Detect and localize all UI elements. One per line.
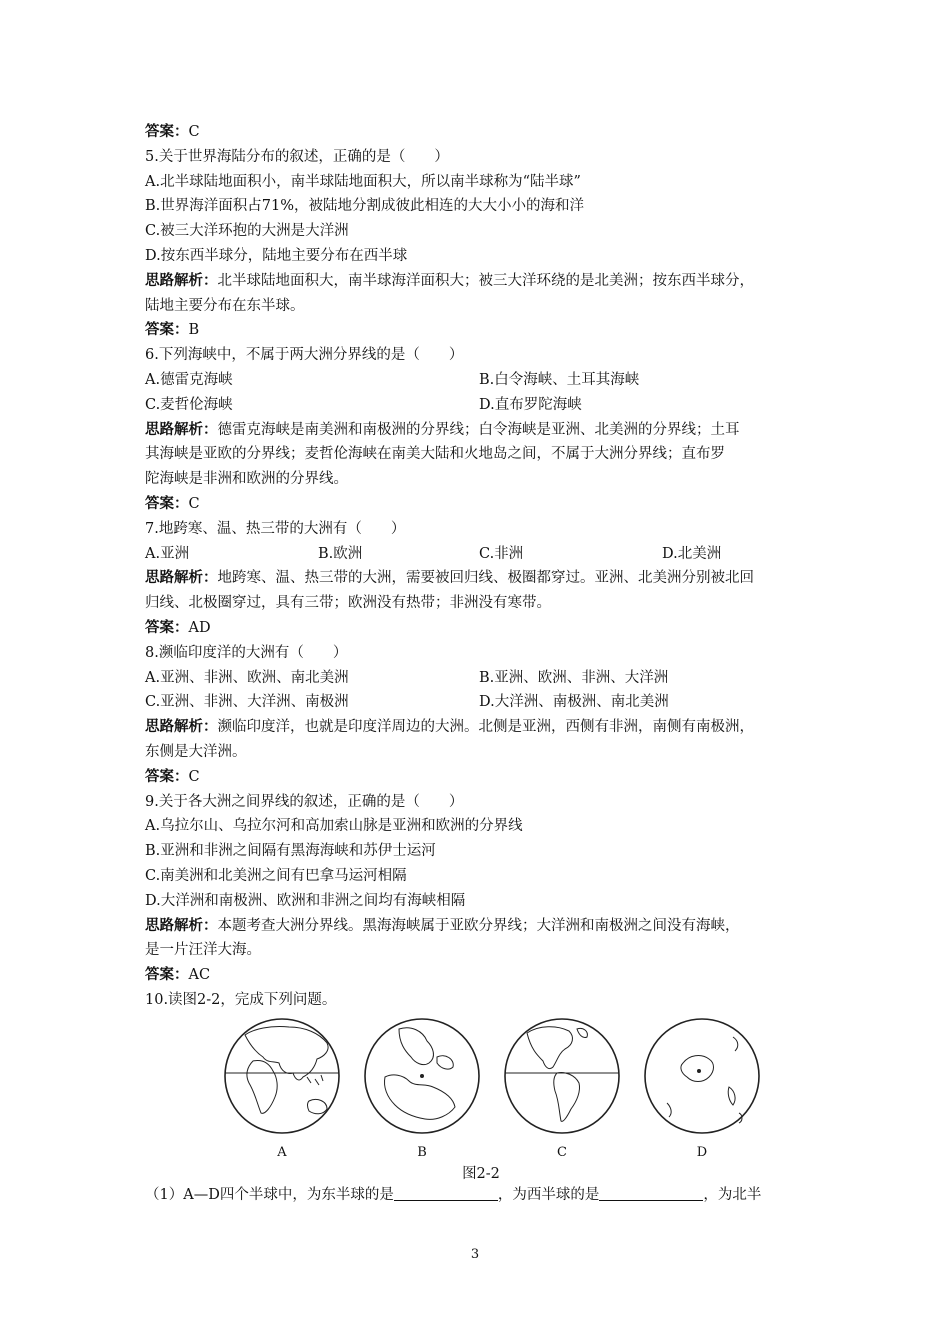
globe-b-drawing xyxy=(363,1017,481,1135)
q6-answer: 答案：C xyxy=(145,494,200,512)
hemisphere-figure xyxy=(212,1017,817,1160)
q6-option-c: C.麦哲伦海峡 xyxy=(145,396,233,413)
q5-option-c: C.被三大洋环抱的大洲是大洋洲 xyxy=(145,223,349,240)
question-10-stem: 10.读图2-2，完成下列问题。 xyxy=(145,991,337,1008)
q6-analysis-cont-1: 其海峡是亚欧的分界线；麦哲伦海峡在南美大陆和火地岛之间，不属于大洲分界线；直布罗 xyxy=(145,446,725,463)
q8-option-c: C.亚洲、非洲、大洋洲、南极洲 xyxy=(145,694,349,711)
q9-option-c: C.南美洲和北美洲之间有巴拿马运河相隔 xyxy=(145,867,407,884)
question-9-stem: 9.关于各大洲之间界线的叙述，正确的是（ ） xyxy=(145,793,464,810)
globe-b-label: B xyxy=(417,1144,427,1160)
globe-a-label: A xyxy=(277,1144,287,1160)
q6-option-d: D.直布罗陀海峡 xyxy=(479,396,582,413)
q6-analysis: 思路解析：德雷克海峡是南美洲和南极洲的分界线；白令海峡是亚洲、北美洲的分界线；土耳 xyxy=(145,420,740,438)
q8-options-row-1 xyxy=(145,666,817,691)
globe-c xyxy=(492,1017,632,1160)
q8-option-a: A.亚洲、非洲、欧洲、南北美洲 xyxy=(145,669,349,686)
question-8-stem: 8.濒临印度洋的大洲有（ ） xyxy=(145,644,348,661)
q6-option-a: A.德雷克海峡 xyxy=(145,371,233,388)
globe-a-drawing xyxy=(223,1017,341,1135)
q5-analysis: 思路解析：北半球陆地面积大，南半球海洋面积大；被三大洋环绕的是北美洲；按东西半球分， xyxy=(145,271,754,289)
q8-option-b: B.亚洲、欧洲、非洲、大洋洲 xyxy=(479,669,669,686)
q10-subquestion-1: （1）A—D四个半球中，为东半球的是 ，为西半球的是 ，为北半 xyxy=(145,1186,762,1203)
question-5-stem: 5.关于世界海陆分布的叙述，正确的是（ ） xyxy=(145,148,449,165)
q8-analysis-cont: 东侧是大洋洲。 xyxy=(145,743,247,760)
globe-d-label: D xyxy=(696,1144,708,1160)
q9-option-d: D.大洋洲和南极洲、欧洲和非洲之间均有海峡相隔 xyxy=(145,892,466,909)
q8-options-row-2 xyxy=(145,690,817,715)
q9-option-a: A.乌拉尔山、乌拉尔河和高加索山脉是亚洲和欧洲的分界线 xyxy=(145,818,523,835)
q5-answer: 答案：B xyxy=(145,321,200,339)
q9-answer: 答案：AC xyxy=(145,966,211,984)
answer-line: 答案：C xyxy=(145,123,200,140)
q7-option-c: C.非洲 xyxy=(479,545,524,562)
page-number: 3 xyxy=(470,1247,480,1262)
q9-analysis-cont: 是一片汪洋大海。 xyxy=(145,942,261,959)
q8-option-d: D.大洋洲、南极洲、南北美洲 xyxy=(479,694,669,711)
globe-b xyxy=(352,1017,492,1160)
q7-option-d: D.北美洲 xyxy=(662,545,722,562)
q8-answer: 答案：C xyxy=(145,767,200,785)
q9-analysis: 思路解析：本题考查大洲分界线。黑海海峡属于亚欧分界线；大洋洲和南极洲之间没有海峡， xyxy=(145,916,740,934)
globe-c-drawing xyxy=(503,1017,621,1135)
q6-options-row-1 xyxy=(145,368,817,393)
q7-analysis-cont: 归线、北极圈穿过，具有三带；欧洲没有热带；非洲没有寒带。 xyxy=(145,595,551,612)
globe-c-label: C xyxy=(557,1144,567,1160)
globe-a xyxy=(212,1017,352,1160)
q6-analysis-cont-2: 陀海峡是非洲和欧洲的分界线。 xyxy=(145,471,348,488)
q8-analysis: 思路解析：濒临印度洋，也就是印度洋周边的大洲。北侧是亚洲，西侧有非洲，南侧有南极洲， xyxy=(145,718,754,736)
answer-blank-west[interactable] xyxy=(599,1186,703,1201)
globe-d xyxy=(632,1017,772,1160)
q6-option-b: B.白令海峡、土耳其海峡 xyxy=(479,371,640,388)
globe-d-drawing xyxy=(643,1017,761,1135)
document-page xyxy=(145,120,817,1207)
q5-option-a: A.北半球陆地面积小，南半球陆地面积大，所以南半球称为“陆半球” xyxy=(145,173,581,190)
question-6-stem: 6.下列海峡中，不属于两大洲分界线的是（ ） xyxy=(145,347,464,364)
q7-option-b: B.欧洲 xyxy=(318,545,363,562)
q5-option-b: B.世界海洋面积占71%，被陆地分割成彼此相连的大大小小的海和洋 xyxy=(145,198,584,215)
q7-answer: 答案：AD xyxy=(145,618,211,636)
q6-options-row-2 xyxy=(145,393,817,418)
q5-analysis-cont: 陆地主要分布在东半球。 xyxy=(145,297,305,314)
figure-caption: 图2-2 xyxy=(462,1165,500,1182)
q7-analysis: 思路解析：地跨寒、温、热三带的大洲，需要被回归线、极圈都穿过。亚洲、北美洲分别被北回 xyxy=(145,569,754,587)
q7-options-row xyxy=(145,542,817,567)
question-7-stem: 7.地跨寒、温、热三带的大洲有（ ） xyxy=(145,520,406,537)
q7-option-a: A.亚洲 xyxy=(145,545,190,562)
q5-option-d: D.按东西半球分，陆地主要分布在西半球 xyxy=(145,247,408,264)
q9-option-b: B.亚洲和非洲之间隔有黑海海峡和苏伊士运河 xyxy=(145,843,436,860)
answer-blank-east[interactable] xyxy=(394,1186,498,1201)
